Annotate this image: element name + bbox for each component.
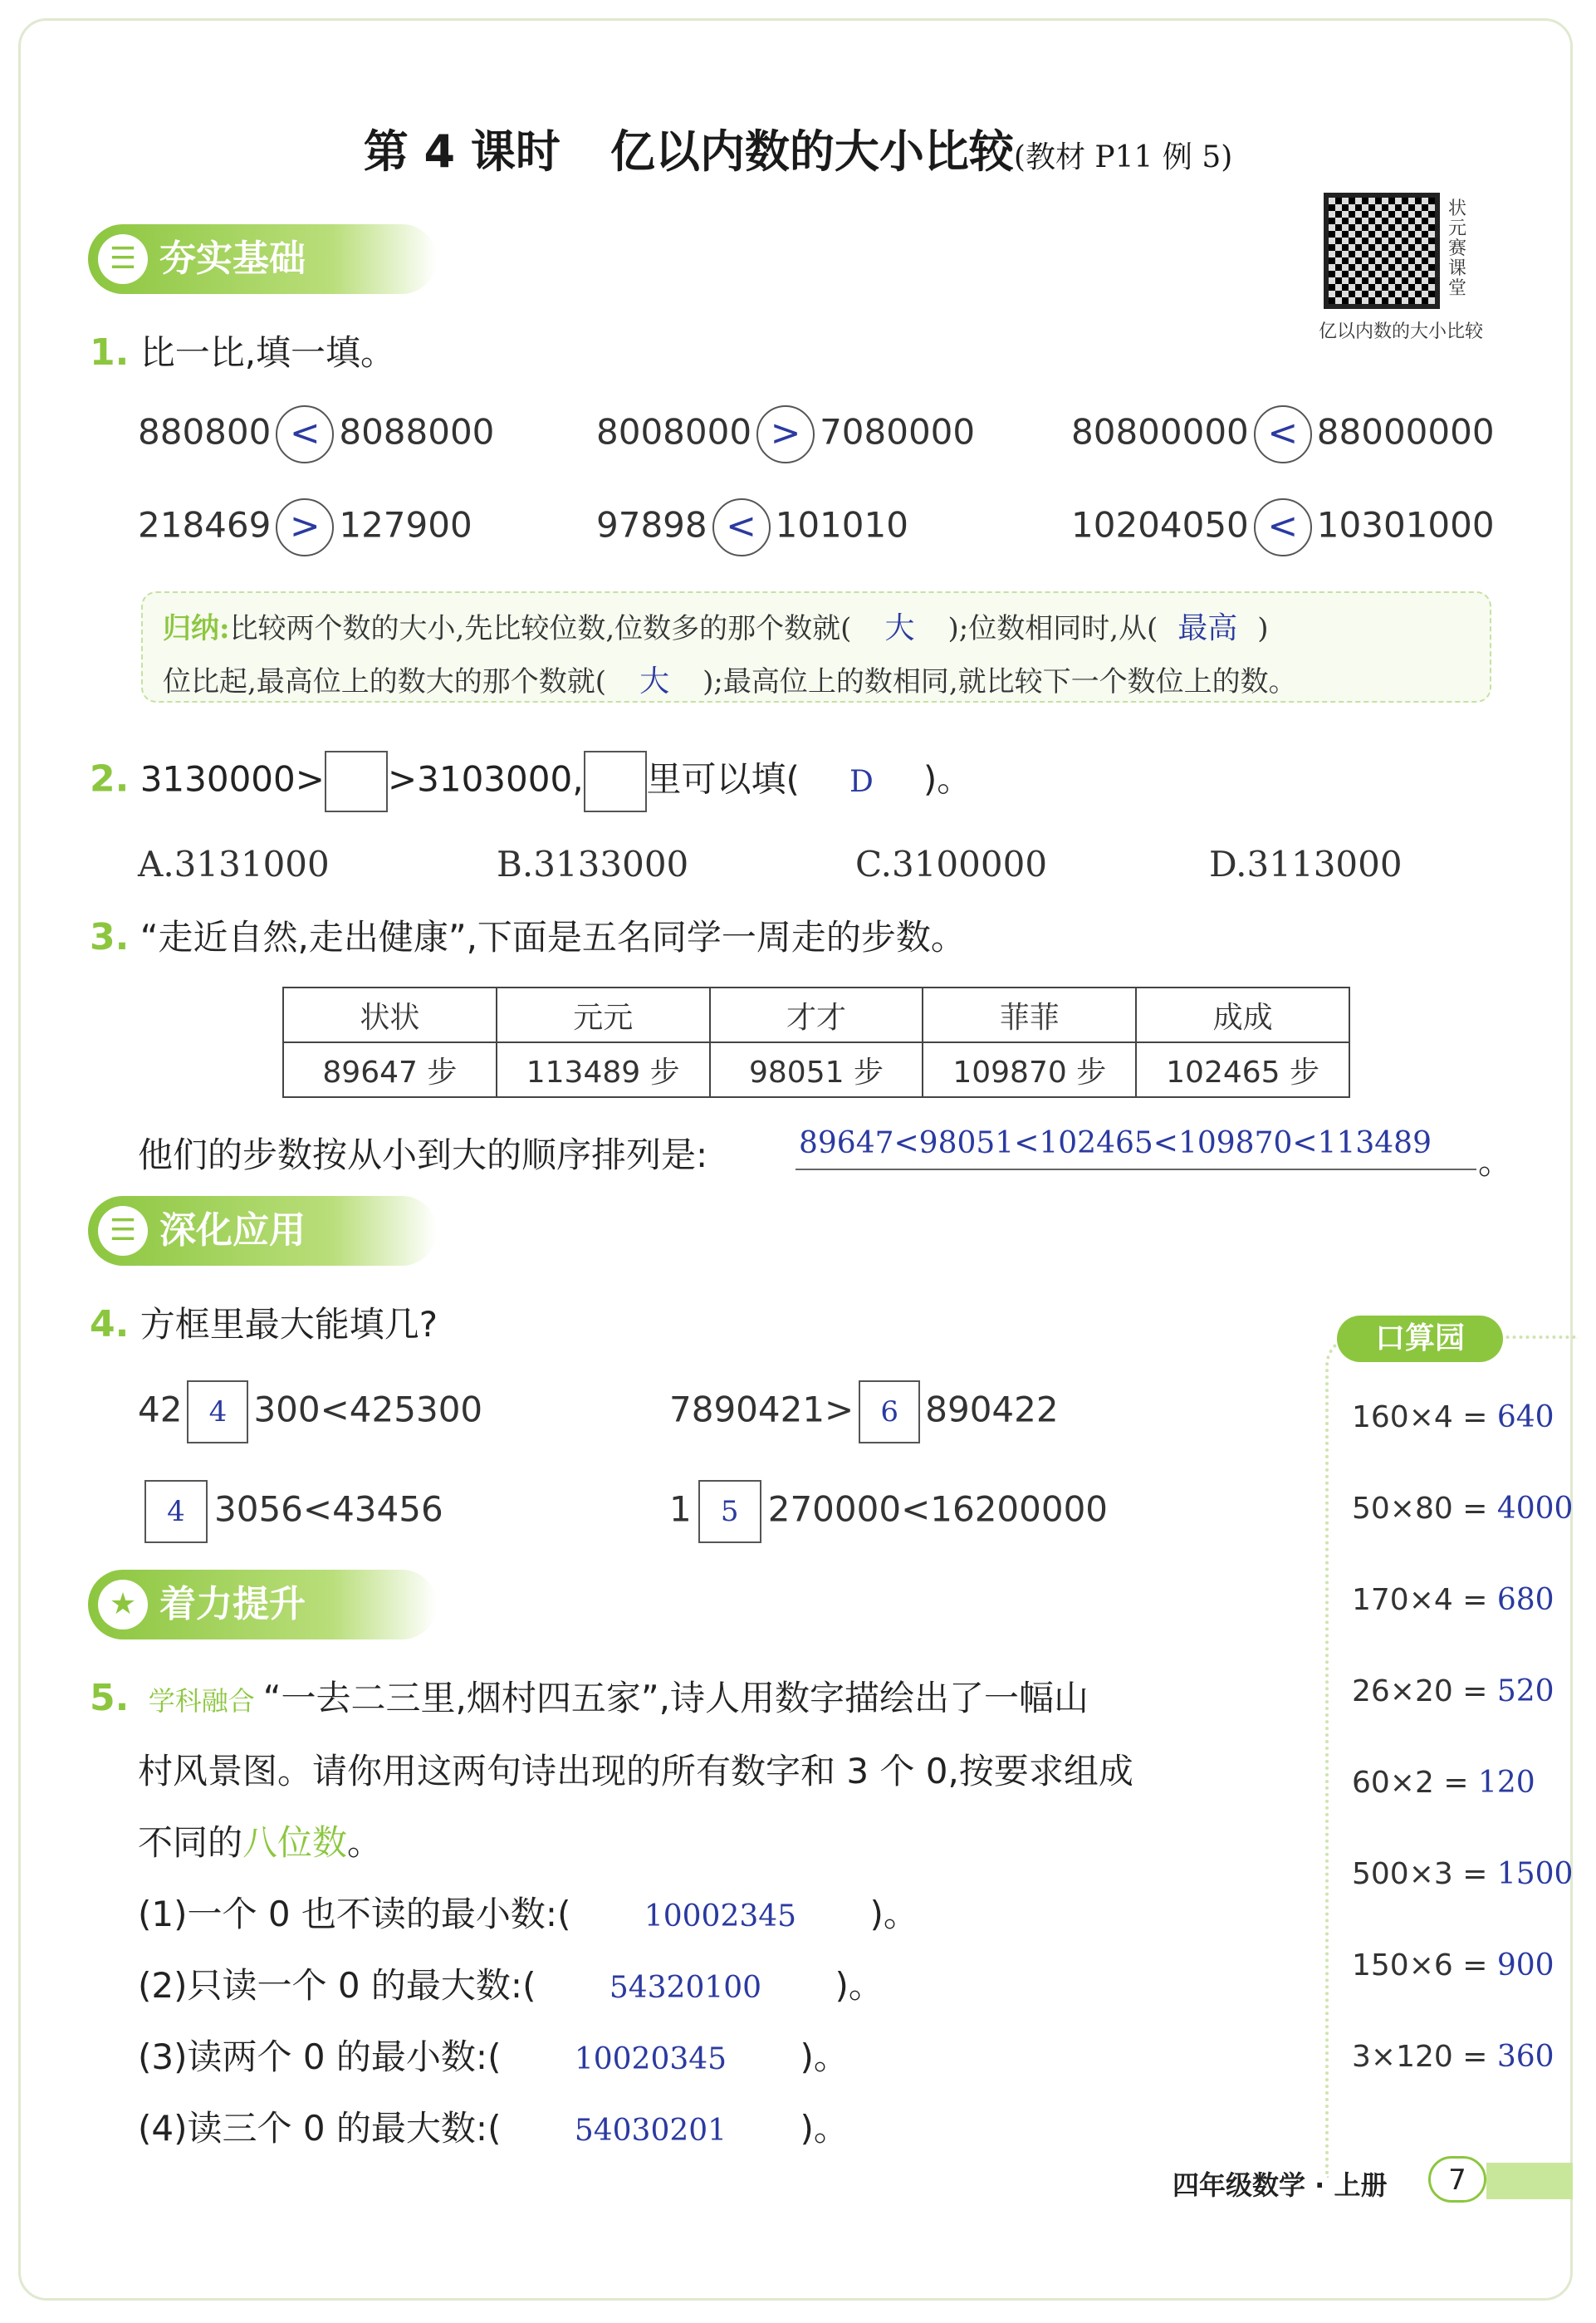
q4-post: 3056<43456 [214,1488,443,1530]
q4-post: 890422 [925,1389,1059,1430]
table-header-cell: 状状 [283,988,497,1042]
q5-tag: 学科融合 [148,1685,255,1717]
q5-keyword: 八位数 [242,1822,348,1863]
calc-expr: 170×4 = [1352,1583,1488,1617]
table-row [283,988,1349,1042]
summary-line-1 [163,605,1269,647]
summary-text: ) [1257,612,1269,645]
summary-answer-2: 最高 [1177,611,1238,645]
calc-item-2 [1352,1492,1573,1526]
q1-right: 127900 [339,504,472,546]
q4-item-3 [144,1480,443,1543]
summary-tag: 归纳: [163,612,230,645]
summary-text: 位比起,最高位上的数大的那个数就( [163,665,607,698]
q5-line-2: 村风景图。请你用这两句诗出现的所有数字和 3 个 0,按要求组成 [138,1751,1133,1791]
q5-number: 5. [90,1677,130,1719]
table-cell: 89647 步 [283,1042,497,1097]
calc-answer: 520 [1496,1674,1554,1708]
calc-item-7 [1352,1948,1554,1982]
side-panel-title: 口算园 [1337,1316,1503,1362]
page-tab-decoration [1486,2163,1573,2199]
page-title [0,116,1596,180]
table-header-cell: 元元 [497,988,710,1042]
compare-circle: > [756,405,815,463]
q5-sub-label: (4)读三个 0 的最大数:( [138,2108,502,2149]
q5-text: 。 [347,1822,383,1863]
q2-option-d: D.3113000 [1209,844,1403,885]
q3-order-label: 他们的步数按从小到大的顺序排列是: [138,1135,708,1175]
qr-caption: 亿以内数的大小比较 [1319,321,1484,342]
calc-expr: 50×80 = [1352,1492,1488,1526]
q4-item-4 [669,1480,1108,1543]
q5-sub-2 [138,1958,884,2008]
q5-sub-label: (2)只读一个 0 的最大数:( [138,1965,536,2006]
calc-answer: 4000 [1496,1492,1574,1526]
q5-line-1 [90,1671,1089,1721]
q5-sub-end: )。 [835,1965,884,2006]
q5-sub-end: )。 [869,1894,918,1934]
q5-sub-answer: 10020345 [574,2042,727,2076]
q1-left: 80800000 [1071,411,1249,453]
q5-sub-1 [138,1887,918,1937]
q2-text: 里可以填( [646,758,800,800]
q5-text: “一去二三里,烟村四五家”,诗人用数字描绘出了一幅山 [262,1678,1089,1718]
compare-circle: < [1254,405,1312,463]
qr-code-icon[interactable] [1324,193,1440,309]
q2-answer: D [849,764,874,799]
q2-text: )。 [923,758,972,800]
q2-text: 3130000> [140,758,325,800]
calc-item-1 [1352,1400,1554,1434]
q4-post: 300<425300 [253,1389,483,1430]
q4-item-2 [669,1380,1059,1443]
calc-expr: 3×120 = [1352,2040,1488,2074]
q5-sub-end: )。 [800,2108,849,2149]
page-number: 7 [1428,2156,1486,2203]
q2-text: >3103000, [387,758,584,800]
q5-text: 不同的 [138,1822,243,1863]
q4-prompt [90,1297,438,1347]
lesson-number: 第 4 课时 [363,125,561,178]
q1-item-2-2 [596,498,908,556]
calc-answer: 1500 [1496,1857,1574,1891]
table-cell: 109870 步 [923,1042,1136,1097]
q4-answer-box[interactable]: 4 [144,1480,208,1543]
calc-expr: 160×4 = [1352,1400,1488,1434]
compare-circle: < [1254,498,1312,556]
qr-side-label: 状元赛课堂 [1448,198,1467,299]
q2-option-c: C.3100000 [855,844,1048,885]
q1-left: 880800 [138,411,272,453]
q1-item-1-2 [596,405,975,463]
calc-answer: 640 [1496,1400,1554,1434]
q3-number: 3. [90,916,130,958]
q2-prompt [90,751,972,812]
q4-item-1 [138,1380,482,1443]
q2-option-a: A.3131000 [138,844,330,885]
q5-sub-answer: 54030201 [574,2114,727,2148]
steps-table [282,987,1350,1098]
q1-item-1-1 [138,405,494,463]
calc-answer: 680 [1496,1583,1554,1617]
q1-item-1-3 [1071,405,1495,463]
table-cell: 102465 步 [1136,1042,1349,1097]
summary-answer-1: 大 [884,611,915,645]
section-basic-banner [88,224,437,294]
q4-number: 4. [90,1303,130,1345]
calc-expr: 60×2 = [1352,1766,1469,1800]
section-deepen-banner [88,1196,437,1266]
calc-item-5 [1352,1766,1535,1800]
q2-number: 2. [90,757,130,801]
calc-answer: 900 [1496,1948,1554,1982]
q4-post: 270000<16200000 [767,1488,1109,1530]
q1-left: 218469 [138,504,272,546]
q4-text: 方框里最大能填几? [140,1304,438,1345]
section-basic-icon: ☰ [98,234,148,284]
q1-left: 97898 [596,504,707,546]
compare-circle: < [712,498,771,556]
q3-order-answer: 89647<98051<102465<109870<113489 [799,1126,1432,1160]
q1-left: 8008000 [596,411,752,453]
section-improve-banner [88,1570,437,1639]
q3-text: “走近自然,走出健康”,下面是五名同学一周走的步数。 [140,917,966,958]
summary-text: 比较两个数的大小,先比较位数,位数多的那个数就( [229,612,852,645]
q1-text: 比一比,填一填。 [140,332,396,373]
section-deepen-icon: ☰ [98,1206,148,1256]
calc-expr: 26×20 = [1352,1674,1488,1708]
q1-right: 8088000 [339,411,495,453]
q4-pre: 7890421> [669,1389,854,1430]
q1-right: 7080000 [820,411,976,453]
q4-answer-box[interactable]: 6 [859,1380,920,1443]
q3-prompt [90,910,966,960]
table-header-cell: 才才 [710,988,923,1042]
q5-line-3 [138,1816,382,1865]
lesson-title: 亿以内数的大小比较 [610,125,1014,178]
q4-pre: 42 [138,1389,183,1430]
section-basic-label: 夯实基础 [159,238,306,280]
calc-item-8 [1352,2040,1554,2074]
q3-end: 。 [1478,1141,1514,1182]
q5-sub-3 [138,2030,849,2080]
summary-answer-3: 大 [639,664,670,698]
q1-right: 10301000 [1316,504,1495,546]
calc-expr: 500×3 = [1352,1857,1488,1891]
q2-blank-box[interactable] [584,751,647,812]
q1-number: 1. [90,331,130,374]
q5-sub-answer: 10002345 [644,1899,797,1933]
q1-right: 101010 [775,504,908,546]
calc-item-4 [1352,1674,1554,1708]
textbook-ref: (教材 P11 例 5) [1013,140,1233,174]
q1-item-2-3 [1071,498,1495,556]
summary-text: );位数相同时,从( [947,612,1158,645]
table-cell: 98051 步 [710,1042,923,1097]
calc-expr: 150×6 = [1352,1948,1488,1982]
section-deepen-label: 深化应用 [159,1209,306,1252]
q1-right: 88000000 [1316,411,1495,453]
q5-sub-label: (1)一个 0 也不读的最小数:( [138,1894,571,1934]
q1-item-2-1 [138,498,472,556]
q4-answer-box[interactable]: 4 [187,1380,248,1443]
footer-book-title: 四年级数学 · 上册 [1173,2169,1388,2201]
section-improve-label: 着力提升 [159,1583,306,1625]
q2-blank-box[interactable] [325,751,388,812]
calc-answer: 360 [1496,2040,1554,2074]
table-cell: 113489 步 [497,1042,710,1097]
summary-line-2 [163,658,1297,700]
q4-answer-box[interactable]: 5 [698,1480,761,1543]
q5-sub-label: (3)读两个 0 的最小数:( [138,2036,502,2077]
section-improve-icon: ★ [98,1580,148,1630]
table-header-cell: 成成 [1136,988,1349,1042]
q1-left: 10204050 [1071,504,1249,546]
calc-answer: 120 [1477,1766,1535,1800]
calc-item-3 [1352,1583,1554,1617]
q5-sub-4 [138,2101,849,2151]
q2-option-b: B.3133000 [497,844,689,885]
table-header-cell: 菲菲 [923,988,1136,1042]
table-row [283,1042,1349,1097]
calc-item-6 [1352,1857,1573,1891]
compare-circle: > [276,498,334,556]
q5-sub-end: )。 [800,2036,849,2077]
q5-sub-answer: 54320100 [609,1971,762,2005]
summary-text: );最高位上的数相同,就比较下一个数位上的数。 [703,665,1297,698]
q1-prompt [90,326,395,375]
compare-circle: < [276,405,334,463]
q4-pre: 1 [669,1488,692,1530]
